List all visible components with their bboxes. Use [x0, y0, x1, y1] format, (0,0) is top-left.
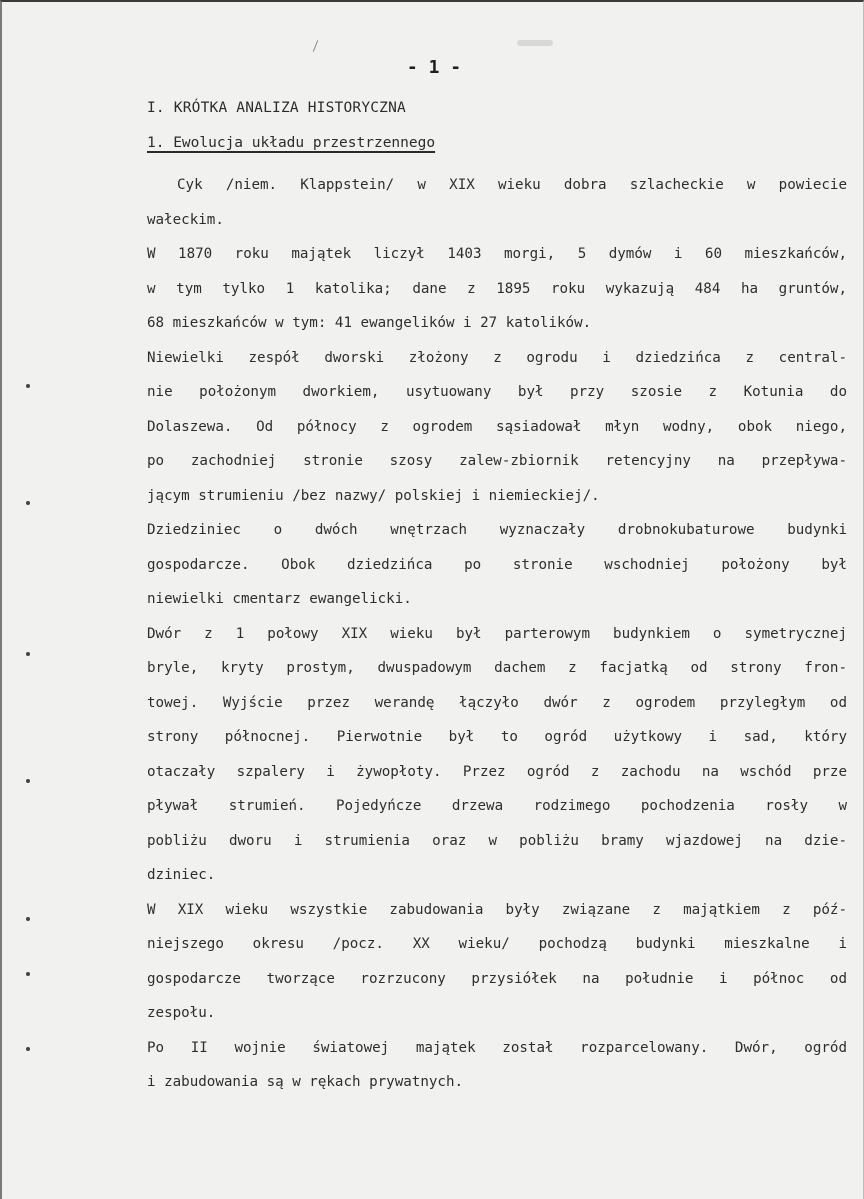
text-line: Dwór z 1 połowy XIX wieku był parterowym budynkiem o symetrycznej	[147, 625, 847, 642]
paper-mark	[517, 40, 553, 46]
text-line: pobliżu dworu i strumienia oraz w pobliżu bramy wjazdowej na dzie-	[147, 832, 847, 849]
text-line: po zachodniej stronie szosy zalew-zbiornik retencyjny na przepływa-	[147, 453, 847, 469]
text-line: i zabudowania są w rękach prywatnych.	[147, 1074, 464, 1090]
text-line: gospodarcze tworzące rozrzucony przysiółek na południe i północ od	[147, 970, 847, 987]
text-line: Niewielki zespół dworski złożony z ogrodu i dziedzińca z central-	[147, 349, 847, 366]
text-line: nie położonym dworkiem, usytuowany był przy szosie z Kotunia do	[147, 384, 847, 400]
text-line: w tym tylko 1 katolika; dane z 1895 roku wykazują 484 ha gruntów,	[147, 280, 847, 297]
text-line: bryle, kryty prostym, dwuspadowym dachem z facjatką od strony fron-	[147, 660, 847, 676]
text-line: jącym strumieniu /bez nazwy/ polskiej i niemieckiej/.	[147, 487, 600, 504]
text-line: Cyk /niem. Klappstein/ w XIX wieku dobra szlacheckie w powiecie	[177, 177, 847, 193]
punch-hole-mark	[26, 652, 30, 656]
text-line: gospodarcze. Obok dziedzińca po stronie wschodniej położony był	[147, 556, 847, 573]
body-text	[147, 168, 847, 1100]
punch-hole-mark	[26, 972, 30, 976]
text-line: niewielki cmentarz ewangelicki.	[147, 591, 412, 607]
text-line: zespołu.	[147, 1005, 216, 1021]
text-line: W 1870 roku majątek liczył 1403 morgi, 5 dymów i 60 mieszkańców,	[147, 246, 847, 262]
punch-hole-mark	[26, 1047, 30, 1051]
subsection-heading: 1. Ewolucja układu przestrzennego	[147, 135, 436, 151]
punch-hole-mark	[26, 501, 30, 505]
text-line: Dziedziniec o dwóch wnętrzach wyznaczały drobnokubaturowe budynki	[147, 522, 847, 538]
text-line: niejszego okresu /pocz. XX wieku/ pochodzą budynki mieszkalne i	[147, 936, 847, 952]
punch-hole-mark	[26, 779, 30, 783]
text-line: otaczały szpalery i żywopłoty. Przez ogród z zachodu na wschód prze	[147, 763, 847, 780]
pen-mark	[313, 40, 318, 52]
text-line: strony północnej. Pierwotnie był to ogród użytkowy i sad, który	[147, 729, 847, 745]
punch-hole-mark	[26, 917, 30, 921]
text-line: 68 mieszkańców w tym: 41 ewangelików i 27 katolików.	[147, 315, 592, 331]
punch-hole-mark	[26, 384, 30, 388]
text-line: towej. Wyjście przez werandę łączyło dwór z ogrodem przyległym od	[147, 694, 847, 711]
text-line: Dolaszewa. Od północy z ogrodem sąsiadował młyn wodny, obok niego,	[147, 418, 847, 435]
text-line: W XIX wieku wszystkie zabudowania były związane z majątkiem z póź-	[147, 901, 847, 918]
text-line: Po II wojnie światowej majątek został rozparcelowany. Dwór, ogród	[147, 1039, 847, 1056]
section-heading: I. KRÓTKA ANALIZA HISTORYCZNA	[147, 100, 406, 116]
text-line: dziniec.	[147, 867, 216, 883]
text-line: wałeckim.	[147, 211, 224, 228]
page-number: - 1 -	[406, 57, 462, 78]
text-line: pływał strumień. Pojedyńcze drzewa rodzimego pochodzenia rosły w	[147, 798, 847, 814]
